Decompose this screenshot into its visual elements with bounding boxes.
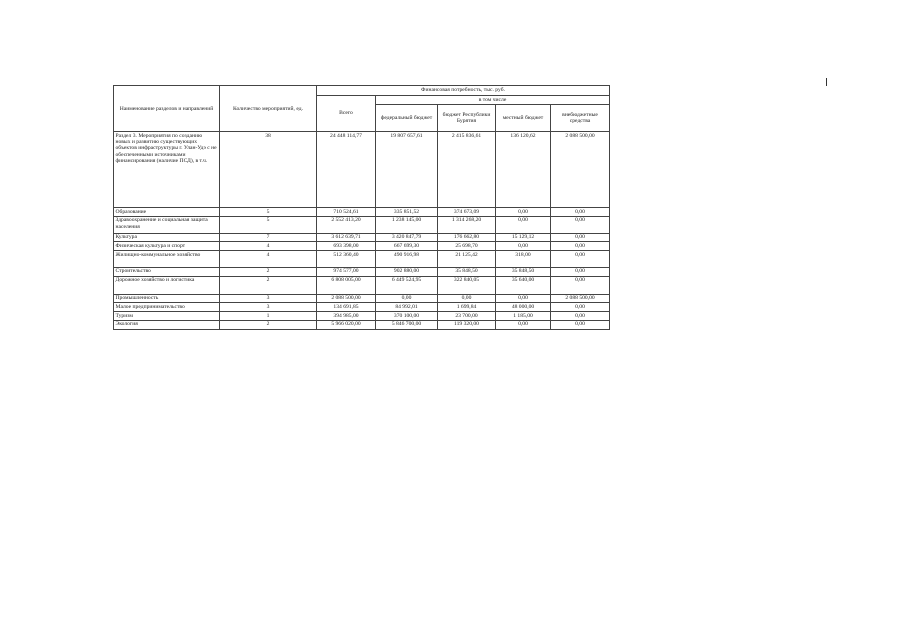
cell-count: 2	[220, 276, 317, 294]
cell-fed: 1 238 145,00	[376, 216, 438, 233]
cell-local: 0,00	[496, 294, 551, 303]
cell-rep: 322 840,05	[438, 276, 496, 294]
cell-local: 1 185,00	[496, 312, 551, 321]
cell-name: Здравоохранение и социальная защита населения	[114, 216, 220, 233]
cell-extra: 0,00	[551, 303, 610, 312]
cell-fed: 19 807 657,61	[376, 132, 438, 208]
cell-local: 48 000,00	[496, 303, 551, 312]
header-republic: бюджет Республики Бурятия	[438, 104, 496, 132]
cell-rep: 1 699,84	[438, 303, 496, 312]
cell-rep: 23 700,00	[438, 312, 496, 321]
cell-name: Дорожное хозяйство и логистика	[114, 276, 220, 294]
cell-total: 693 398,00	[317, 242, 376, 251]
cell-count: 7	[220, 233, 317, 242]
cell-extra: 0,00	[551, 312, 610, 321]
cell-local: 136 120,62	[496, 132, 551, 208]
financing-table	[113, 85, 610, 330]
cell-count: 4	[220, 251, 317, 268]
cell-total: 24 448 114,77	[317, 132, 376, 208]
header-extrabudget: внебюджетные средства	[551, 104, 610, 132]
table-row	[114, 303, 610, 312]
cell-rep: 1 314 268,20	[438, 216, 496, 233]
header-federal: федеральный бюджет	[376, 104, 438, 132]
cell-count: 2	[220, 268, 317, 277]
cell-rep: 35 848,50	[438, 268, 496, 277]
cell-total: 5 966 020,00	[317, 320, 376, 329]
table-row	[114, 268, 610, 277]
cell-fed: 490 916,98	[376, 251, 438, 268]
cell-count: 2	[220, 320, 317, 329]
cell-total: 710 524,61	[317, 208, 376, 217]
cell-extra: 0,00	[551, 268, 610, 277]
cell-total: 394 985,00	[317, 312, 376, 321]
cell-name: Малое предпринимательство	[114, 303, 220, 312]
cell-local: 15 129,12	[496, 233, 551, 242]
cell-fed: 0,00	[376, 294, 438, 303]
cell-rep: 21 125,42	[438, 251, 496, 268]
cell-name: Экология	[114, 320, 220, 329]
cell-extra: 2 088 500,00	[551, 294, 610, 303]
cell-count: 5	[220, 216, 317, 233]
cell-fed: 84 992,01	[376, 303, 438, 312]
cell-local: 0,00	[496, 242, 551, 251]
cell-name: Физическая культура и спорт	[114, 242, 220, 251]
cell-name: Строительство	[114, 268, 220, 277]
cell-extra: 2 088 500,00	[551, 132, 610, 208]
header-including: в том числе	[376, 95, 610, 104]
cell-total: 2 088 500,00	[317, 294, 376, 303]
cell-local: 35 848,50	[496, 268, 551, 277]
cell-name: Образование	[114, 208, 220, 217]
cell-rep: 374 673,09	[438, 208, 496, 217]
cell-rep: 0,00	[438, 294, 496, 303]
cell-total: 3 612 639,71	[317, 233, 376, 242]
cell-count: 5	[220, 208, 317, 217]
cell-name: Жилищно-коммунальное хозяйство	[114, 251, 220, 268]
cell-total: 2 552 413,20	[317, 216, 376, 233]
cell-count: 4	[220, 242, 317, 251]
table-body	[114, 132, 610, 329]
cell-fed: 370 100,00	[376, 312, 438, 321]
table-row	[114, 251, 610, 268]
cell-count: 3	[220, 303, 317, 312]
cell-rep: 25 698,70	[438, 242, 496, 251]
cell-fed: 902 880,00	[376, 268, 438, 277]
table-row	[114, 216, 610, 233]
table-row	[114, 276, 610, 294]
header-financing: Финансовая потребность, тыс. руб.	[317, 86, 610, 96]
cell-extra: 0,00	[551, 208, 610, 217]
margin-mark	[826, 78, 827, 86]
table-row	[114, 233, 610, 242]
table-row	[114, 320, 610, 329]
header-local: местный бюджет	[496, 104, 551, 132]
table-row	[114, 208, 610, 217]
cell-count: 38	[220, 132, 317, 208]
cell-name: Промышленность	[114, 294, 220, 303]
cell-fed: 5 846 700,00	[376, 320, 438, 329]
table-row	[114, 132, 610, 208]
cell-count: 1	[220, 312, 317, 321]
cell-extra: 0,00	[551, 233, 610, 242]
cell-total: 974 577,00	[317, 268, 376, 277]
cell-name: Туризм	[114, 312, 220, 321]
cell-fed: 6 449 524,95	[376, 276, 438, 294]
cell-extra: 0,00	[551, 276, 610, 294]
table-row	[114, 294, 610, 303]
cell-fed: 335 851,52	[376, 208, 438, 217]
cell-extra: 0,00	[551, 320, 610, 329]
cell-total: 6 808 005,00	[317, 276, 376, 294]
cell-rep: 119 320,00	[438, 320, 496, 329]
cell-name: Раздел 3. Мероприятия по созданию новых и развитию существующих объектов инфраструктуры г. Улан-Удэ с не обеспеченными источниками финансирования (наличие ПСД), в т.ч.	[114, 132, 220, 208]
cell-fed: 667 699,30	[376, 242, 438, 251]
cell-local: 0,00	[496, 208, 551, 217]
header-total: Всего	[317, 95, 376, 132]
cell-local: 0,00	[496, 216, 551, 233]
cell-fed: 3 420 847,79	[376, 233, 438, 242]
cell-extra: 0,00	[551, 216, 610, 233]
cell-count: 3	[220, 294, 317, 303]
header-count: Количество мероприятий, ед.	[220, 86, 317, 132]
cell-local: 35 640,00	[496, 276, 551, 294]
cell-extra: 0,00	[551, 251, 610, 268]
header-name: Наименование разделов и направлений	[114, 86, 220, 132]
cell-extra: 0,00	[551, 242, 610, 251]
table-row	[114, 312, 610, 321]
cell-rep: 2 415 836,61	[438, 132, 496, 208]
table-row	[114, 242, 610, 251]
cell-name: Культура	[114, 233, 220, 242]
cell-local: 318,00	[496, 251, 551, 268]
cell-total: 512 360,40	[317, 251, 376, 268]
cell-total: 134 691,85	[317, 303, 376, 312]
cell-local: 0,00	[496, 320, 551, 329]
cell-rep: 176 662,80	[438, 233, 496, 242]
